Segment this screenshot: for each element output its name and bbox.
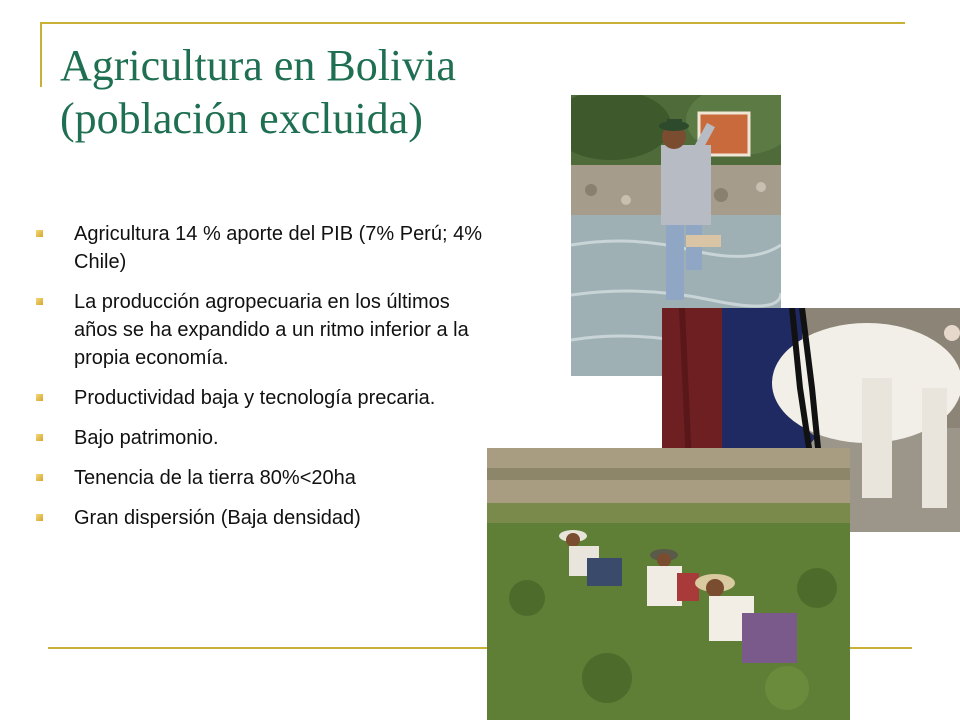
bullet-text: Bajo patrimonio. xyxy=(74,427,219,449)
bullet-item xyxy=(36,384,491,412)
left-accent-line xyxy=(40,22,42,87)
women-working-field-photo xyxy=(487,448,850,720)
bullet-text: Productividad baja y tecnología precaria. xyxy=(74,387,436,409)
bullet-text: Tenencia de la tierra 80%<20ha xyxy=(74,467,356,489)
title-line-2: (población excluida) xyxy=(60,93,423,143)
bullet-item xyxy=(36,424,491,452)
top-accent-line xyxy=(40,22,905,24)
bullet-item xyxy=(36,464,491,492)
bullet-square-icon xyxy=(36,298,43,305)
bullet-item xyxy=(36,220,491,276)
title-line-1: Agricultura en Bolivia xyxy=(60,41,456,90)
bullet-list xyxy=(36,220,491,544)
bullet-text: Gran dispersión (Baja densidad) xyxy=(74,507,361,529)
bullet-square-icon xyxy=(36,474,43,481)
bullet-square-icon xyxy=(36,230,43,237)
bullet-square-icon xyxy=(36,434,43,441)
bullet-text: Agricultura 14 % aporte del PIB (7% Perú; 4% Chile) xyxy=(74,223,482,273)
bullet-item xyxy=(36,504,491,532)
bullet-square-icon xyxy=(36,514,43,521)
bullet-item xyxy=(36,288,491,372)
bullet-text: La producción agropecuaria en los últimos años se ha expandido a un ritmo inferior a la propia economía. xyxy=(74,291,469,369)
bullet-square-icon xyxy=(36,394,43,401)
slide-title xyxy=(60,40,560,146)
